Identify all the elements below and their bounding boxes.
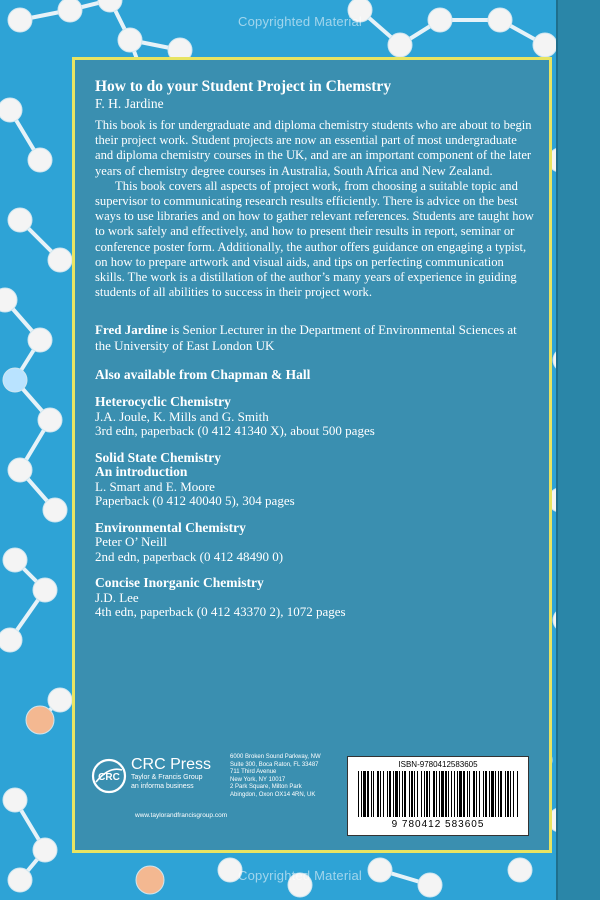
barcode-bar	[399, 771, 400, 817]
related-book	[95, 395, 535, 439]
isbn-label: ISBN-9780412583605	[398, 760, 478, 769]
related-book-details: 2nd edn, paperback (0 412 48490 0)	[95, 548, 284, 564]
address-line: New York, NY 10017	[230, 776, 286, 783]
author-bio-text: is Senior Lecturer in the Department of Environmental Sciences at the University of East London UK	[95, 322, 517, 353]
barcode-bar	[463, 771, 465, 817]
barcode-bar	[491, 771, 494, 817]
molecule-atom	[8, 458, 32, 482]
barcode-bar	[429, 771, 430, 817]
barcode-bar	[380, 771, 381, 817]
book-title: How to do your Student Project in Chemstry	[95, 78, 392, 95]
molecule-atom	[26, 706, 54, 734]
related-book	[95, 451, 535, 509]
molecule-atom	[33, 578, 57, 602]
barcode-bar	[459, 771, 462, 817]
molecule-atom	[48, 688, 72, 712]
barcode-bar	[485, 771, 487, 817]
watermark-top: Copyrighted Material	[238, 14, 362, 29]
barcode-bar	[489, 771, 490, 817]
barcode-bar	[383, 771, 384, 817]
barcode-bar	[513, 771, 514, 817]
molecule-atom	[0, 98, 22, 122]
barcode-bar	[479, 771, 480, 817]
barcode-bar	[395, 771, 398, 817]
related-book-details: Paperback (0 412 40040 5), 304 pages	[95, 493, 295, 509]
barcode-bar	[387, 771, 388, 817]
related-book-title: Solid State Chemistry	[95, 449, 221, 465]
barcode-bar	[469, 771, 470, 817]
book-spine	[556, 0, 600, 900]
barcode-bar	[358, 771, 359, 817]
address-line: Suite 300, Boca Raton, FL 33487	[230, 761, 319, 768]
address-line: 711 Third Avenue	[230, 769, 277, 776]
molecule-atom	[3, 548, 27, 572]
molecule-atom	[38, 408, 62, 432]
author-bio	[95, 322, 535, 353]
also-available-heading: Also available from Chapman & Hall	[95, 367, 311, 383]
book-blurb	[95, 118, 535, 300]
watermark-bottom: Copyrighted Material	[238, 868, 362, 883]
barcode-bar	[505, 771, 506, 817]
molecule-atom	[28, 328, 52, 352]
barcode-bar	[467, 771, 468, 817]
molecule-atom	[388, 33, 412, 57]
molecule-atom	[43, 498, 67, 522]
related-book-authors: J.A. Joule, K. Mills and G. Smith	[95, 408, 269, 424]
related-book-title: Concise Inorganic Chemistry	[95, 575, 264, 591]
address-line: 2 Park Square, Milton Park	[230, 784, 302, 791]
barcode-bar	[361, 771, 362, 817]
barcode-bar	[441, 771, 444, 817]
barcode-bar	[367, 771, 369, 817]
related-book-title: Heterocyclic Chemistry	[95, 394, 231, 410]
address-line: 6000 Broken Sound Parkway, NW	[230, 754, 321, 760]
molecule-atom	[3, 788, 27, 812]
barcode-bar	[454, 771, 455, 817]
barcode-bar	[498, 771, 499, 817]
barcode-bar	[433, 771, 435, 817]
barcode-bar	[426, 771, 428, 817]
barcode-bar	[363, 771, 366, 817]
barcode-bar	[409, 771, 410, 817]
barcode-bar	[476, 771, 477, 817]
related-book	[95, 521, 535, 565]
barcode-bar	[448, 771, 449, 817]
barcode-bar	[404, 771, 406, 817]
molecule-atom	[533, 33, 557, 57]
panel-content	[95, 78, 535, 620]
barcode-bar	[393, 771, 394, 817]
barcode-bar	[445, 771, 447, 817]
publisher-address	[230, 754, 340, 800]
barcode-bar	[500, 771, 502, 817]
barcode-bar	[451, 771, 452, 817]
molecule-atom	[0, 628, 22, 652]
barcode-bar	[424, 771, 425, 817]
molecule-atom	[118, 28, 142, 52]
related-book-authors: L. Smart and E. Moore	[95, 478, 215, 494]
barcode-bar	[436, 771, 437, 817]
molecule-atom	[3, 368, 27, 392]
related-book	[95, 576, 535, 620]
barcode-bar	[417, 771, 418, 817]
barcode-bar	[510, 771, 511, 817]
publisher-url: www.taylorandfrancisgroup.com	[135, 812, 228, 819]
publisher-tagline: an informa business	[131, 783, 194, 790]
related-book-subtitle: An introduction	[95, 464, 188, 480]
publisher-name: CRC Press	[131, 756, 212, 773]
crc-press-logo-icon	[91, 758, 127, 794]
barcode-bars	[356, 771, 522, 817]
author-bio-name: Fred Jardine	[95, 322, 168, 338]
publisher-info	[131, 756, 211, 791]
barcode-bar	[402, 771, 403, 817]
molecule-atom	[28, 148, 52, 172]
related-book-details: 4th edn, paperback (0 412 43370 2), 1072 pages	[95, 604, 346, 620]
barcode-bar	[473, 771, 475, 817]
molecule-atom	[98, 0, 122, 12]
molecule-atom	[8, 208, 32, 232]
barcode-bar	[421, 771, 422, 817]
crc-logo-text: CRC	[98, 772, 120, 783]
related-book-authors: Peter O’ Neill	[95, 534, 167, 550]
barcode-bar	[371, 771, 372, 817]
barcode-bar	[517, 771, 518, 817]
related-book-title: Environmental Chemistry	[95, 519, 246, 535]
barcode-bar	[507, 771, 509, 817]
related-book-authors: J.D. Lee	[95, 589, 139, 605]
barcode-bar	[495, 771, 496, 817]
barcode-bar	[457, 771, 458, 817]
barcode-bar	[439, 771, 440, 817]
publisher-group: Taylor & Francis Group	[131, 774, 203, 781]
isbn-barcode	[347, 756, 529, 836]
address-line: Abingdon, Oxon OX14 4RN, UK	[230, 791, 316, 798]
molecule-atom	[48, 248, 72, 272]
barcode-bar	[377, 771, 379, 817]
book-author: F. H. Jardine	[95, 96, 164, 111]
molecule-atom	[33, 838, 57, 862]
blurb-paragraph: This book is for undergraduate and diploma chemistry students who are about to begin their project work. Student projects are now an essential part of most undergraduate and diploma chemistry courses in the UK, and are an important component of the later years of chemistry degree courses in Australia, South Africa and New Zealand.	[95, 118, 532, 178]
back-cover-panel	[72, 57, 552, 853]
barcode-bar	[389, 771, 391, 817]
related-book-details: 3rd edn, paperback (0 412 41340 X), about 500 pages	[95, 423, 375, 439]
barcode-bar	[483, 771, 484, 817]
barcode-bar	[411, 771, 413, 817]
barcode-bar	[414, 771, 415, 817]
barcode-bar	[373, 771, 374, 817]
blurb-paragraph: This book covers all aspects of project work, from choosing a suitable topic and supervisor to communicating research results efficiently. There is advice on the best ways to use libraries and on how to gather relevant references. Students are taught how to work safely and effectively, and how to present their results in report, seminar or conference poster form. Additionally, the author offers guidance on engaging a typist, on how to prepare artwork and visual aids, and tips on perfecting communication skills. The work is a distillation of the author’s many years of experience in guiding students of all abilities to success in their project work.	[95, 178, 534, 300]
isbn-digits: 9 780412 583605	[391, 819, 485, 830]
